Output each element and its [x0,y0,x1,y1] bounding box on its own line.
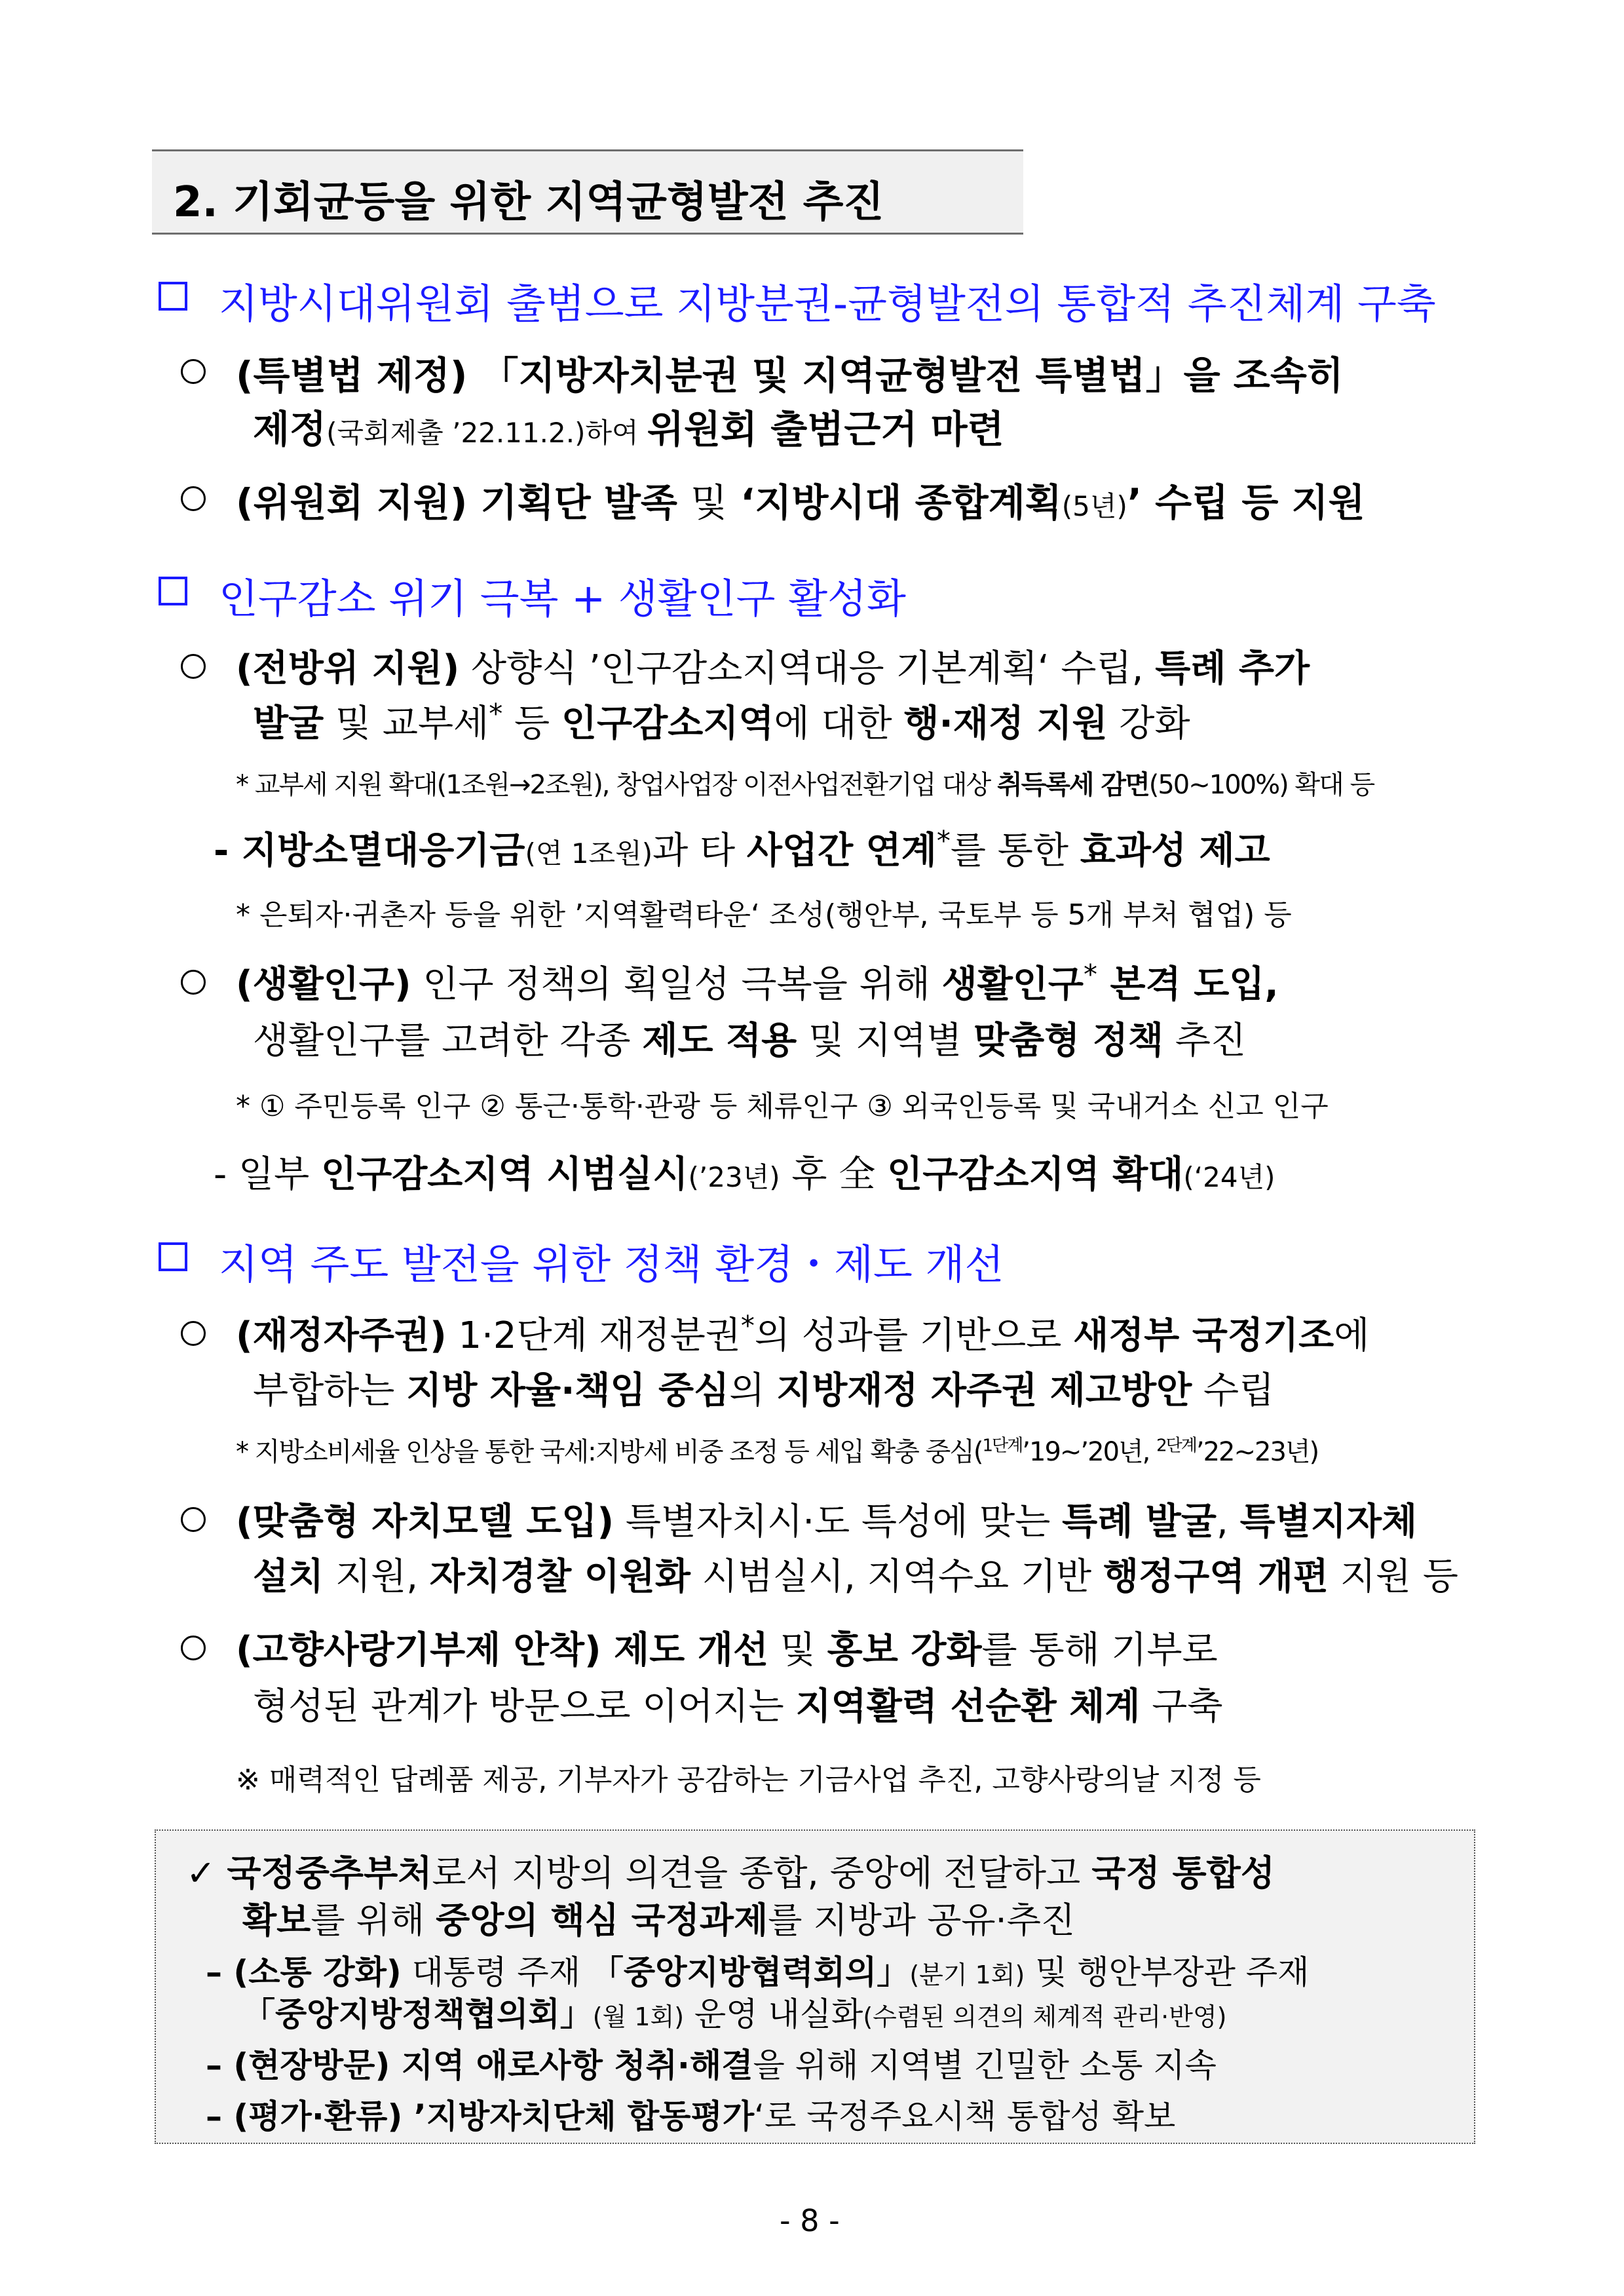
checkbox-square-icon [159,282,187,311]
circle-bullet-icon [181,1321,206,1346]
summary-box [155,1829,1475,2144]
section-title-box [152,149,1023,235]
sec3-b1-note1: * 지방소비세율 인상을 통한 국세:지방세 비중 조정 등 세입 확충 중심($^{1단계}$’19~’20년, $^{2단계}$’22~23년) [236,1436,1319,1467]
circle-bullet-icon [181,654,206,679]
sec2-b1-line1: (전방위 지원) 상향식 ’인구감소지역대응 기본계획‘ 수립, 특례 추가 [236,647,1310,690]
box-dash1-line2: 「중앙지방정책협의회」(월 1회) 운영 내실화(수렴된 의견의 체계적 관리·반영) [242,1995,1227,2033]
sec1-b1-line1: (특별법 제정) 「지방자치분권 및 지역균형발전 특별법」을 조속히 [236,353,1344,398]
sec3-heading: 지역 주도 발전을 위한 정책 환경・제도 개선 [219,1240,1004,1288]
checkbox-square-icon [159,1242,187,1271]
box-check-line2: 확보를 위해 중앙의 핵심 국정과제를 지방과 공유·추진 [242,1900,1076,1941]
sec2-b1-line2: 발굴 및 교부세* 등 인구감소지역에 대한 행·재정 지원 강화 [253,697,1190,745]
box-check-line1: ✓ 국정중추부처로서 지방의 의견을 종합, 중앙에 전달하고 국정 통합성 [186,1852,1275,1894]
box-dash3: – (평가·환류) ’지방자치단체 합동평가‘로 국정주요시책 통합성 확보 [206,2097,1176,2135]
sec1-heading: 지방시대위원회 출범으로 지방분권-균형발전의 통합적 추진체계 구축 [219,280,1436,328]
circle-bullet-icon [181,1507,206,1532]
sec2-b2-line1: (생활인구) 인구 정책의 획일성 극복을 위해 생활인구* 본격 도입, [236,958,1279,1006]
page-number: - 8 - [780,2203,840,2238]
circle-bullet-icon [181,359,206,384]
sec3-b3-line2: 형성된 관계가 방문으로 이어지는 지역활력 선순환 체계 구축 [253,1685,1223,1728]
box-dash2: – (현장방문) 지역 애로사항 청취·해결을 위해 지역별 긴밀한 소통 지속 [206,2046,1217,2084]
circle-bullet-icon [181,486,206,511]
check-icon: ✓ [186,1852,216,1894]
circle-bullet-icon [181,1636,206,1660]
sec2-b1-dash1: - 지방소멸대응기금(연 1조원)과 타 사업간 연계*를 통한 효과성 제고 [214,824,1270,872]
sec2-b2-line2: 생활인구를 고려한 각종 제도 적용 및 지역별 맞춤형 정책 추진 [253,1020,1247,1062]
circle-bullet-icon [181,970,206,995]
sec3-b3-line1: (고향사랑기부제 안착) 제도 개선 및 홍보 강화를 통해 기부로 [236,1629,1218,1672]
sec3-b3-note1: ※ 매력적인 답례품 제공, 기부자가 공감하는 기금사업 추진, 고향사랑의날 지정 등 [236,1763,1261,1797]
sec2-b2-note1: * ① 주민등록 인구 ② 통근·통학·관광 등 체류인구 ③ 외국인등록 및 국내거소 신고 인구 [236,1090,1329,1123]
box-dash1-line1: – (소통 강화) 대통령 주재 「중앙지방협력회의」(분기 1회) 및 행안부장관 주재 [206,1953,1310,1991]
sec3-b1-line2: 부합하는 지방 자율·책임 중심의 지방재정 자주권 제고방안 수립 [253,1369,1275,1412]
sec1-b2-line1: (위원회 지원) 기획단 발족 및 ‘지방시대 종합계획(5년)’ 수립 등 지원 [236,480,1365,525]
sec3-b2-line1: (맞춤형 자치모델 도입) 특별자치시·도 특성에 맞는 특례 발굴, 특별지자체 [236,1501,1418,1543]
sec2-b1-note2: * 은퇴자·귀촌자 등을 위한 ’지역활력타운‘ 조성(행안부, 국토부 등 5개 부처 협업) 등 [236,898,1292,932]
sec3-b2-line2: 설치 지원, 자치경찰 이원화 시범실시, 지역수요 기반 행정구역 개편 지원 등 [253,1556,1458,1598]
sec2-b1-note1: * 교부세 지원 확대(1조원→2조원), 창업사업장 이전사업전환기업 대상 취득록세 감면(50~100%) 확대 등 [236,770,1374,800]
checkbox-square-icon [159,577,187,605]
sec2-heading: 인구감소 위기 극복 + 생활인구 활성화 [219,575,906,622]
section-title: 2. 기회균등을 위한 지역균형발전 추진 [173,178,884,227]
sec3-b1-line1: (재정자주권) 1·2단계 재정분권*의 성과를 기반으로 새정부 국정기조에 [236,1309,1370,1357]
sec1-b1-line2: 제정(국회제출 ’22.11.2.)하여 위원회 출범근거 마련 [253,407,1004,451]
sec2-b2-dash1: - 일부 인구감소지역 시범실시(’23년) 후 全 인구감소지역 확대(‘24년) [214,1153,1275,1196]
